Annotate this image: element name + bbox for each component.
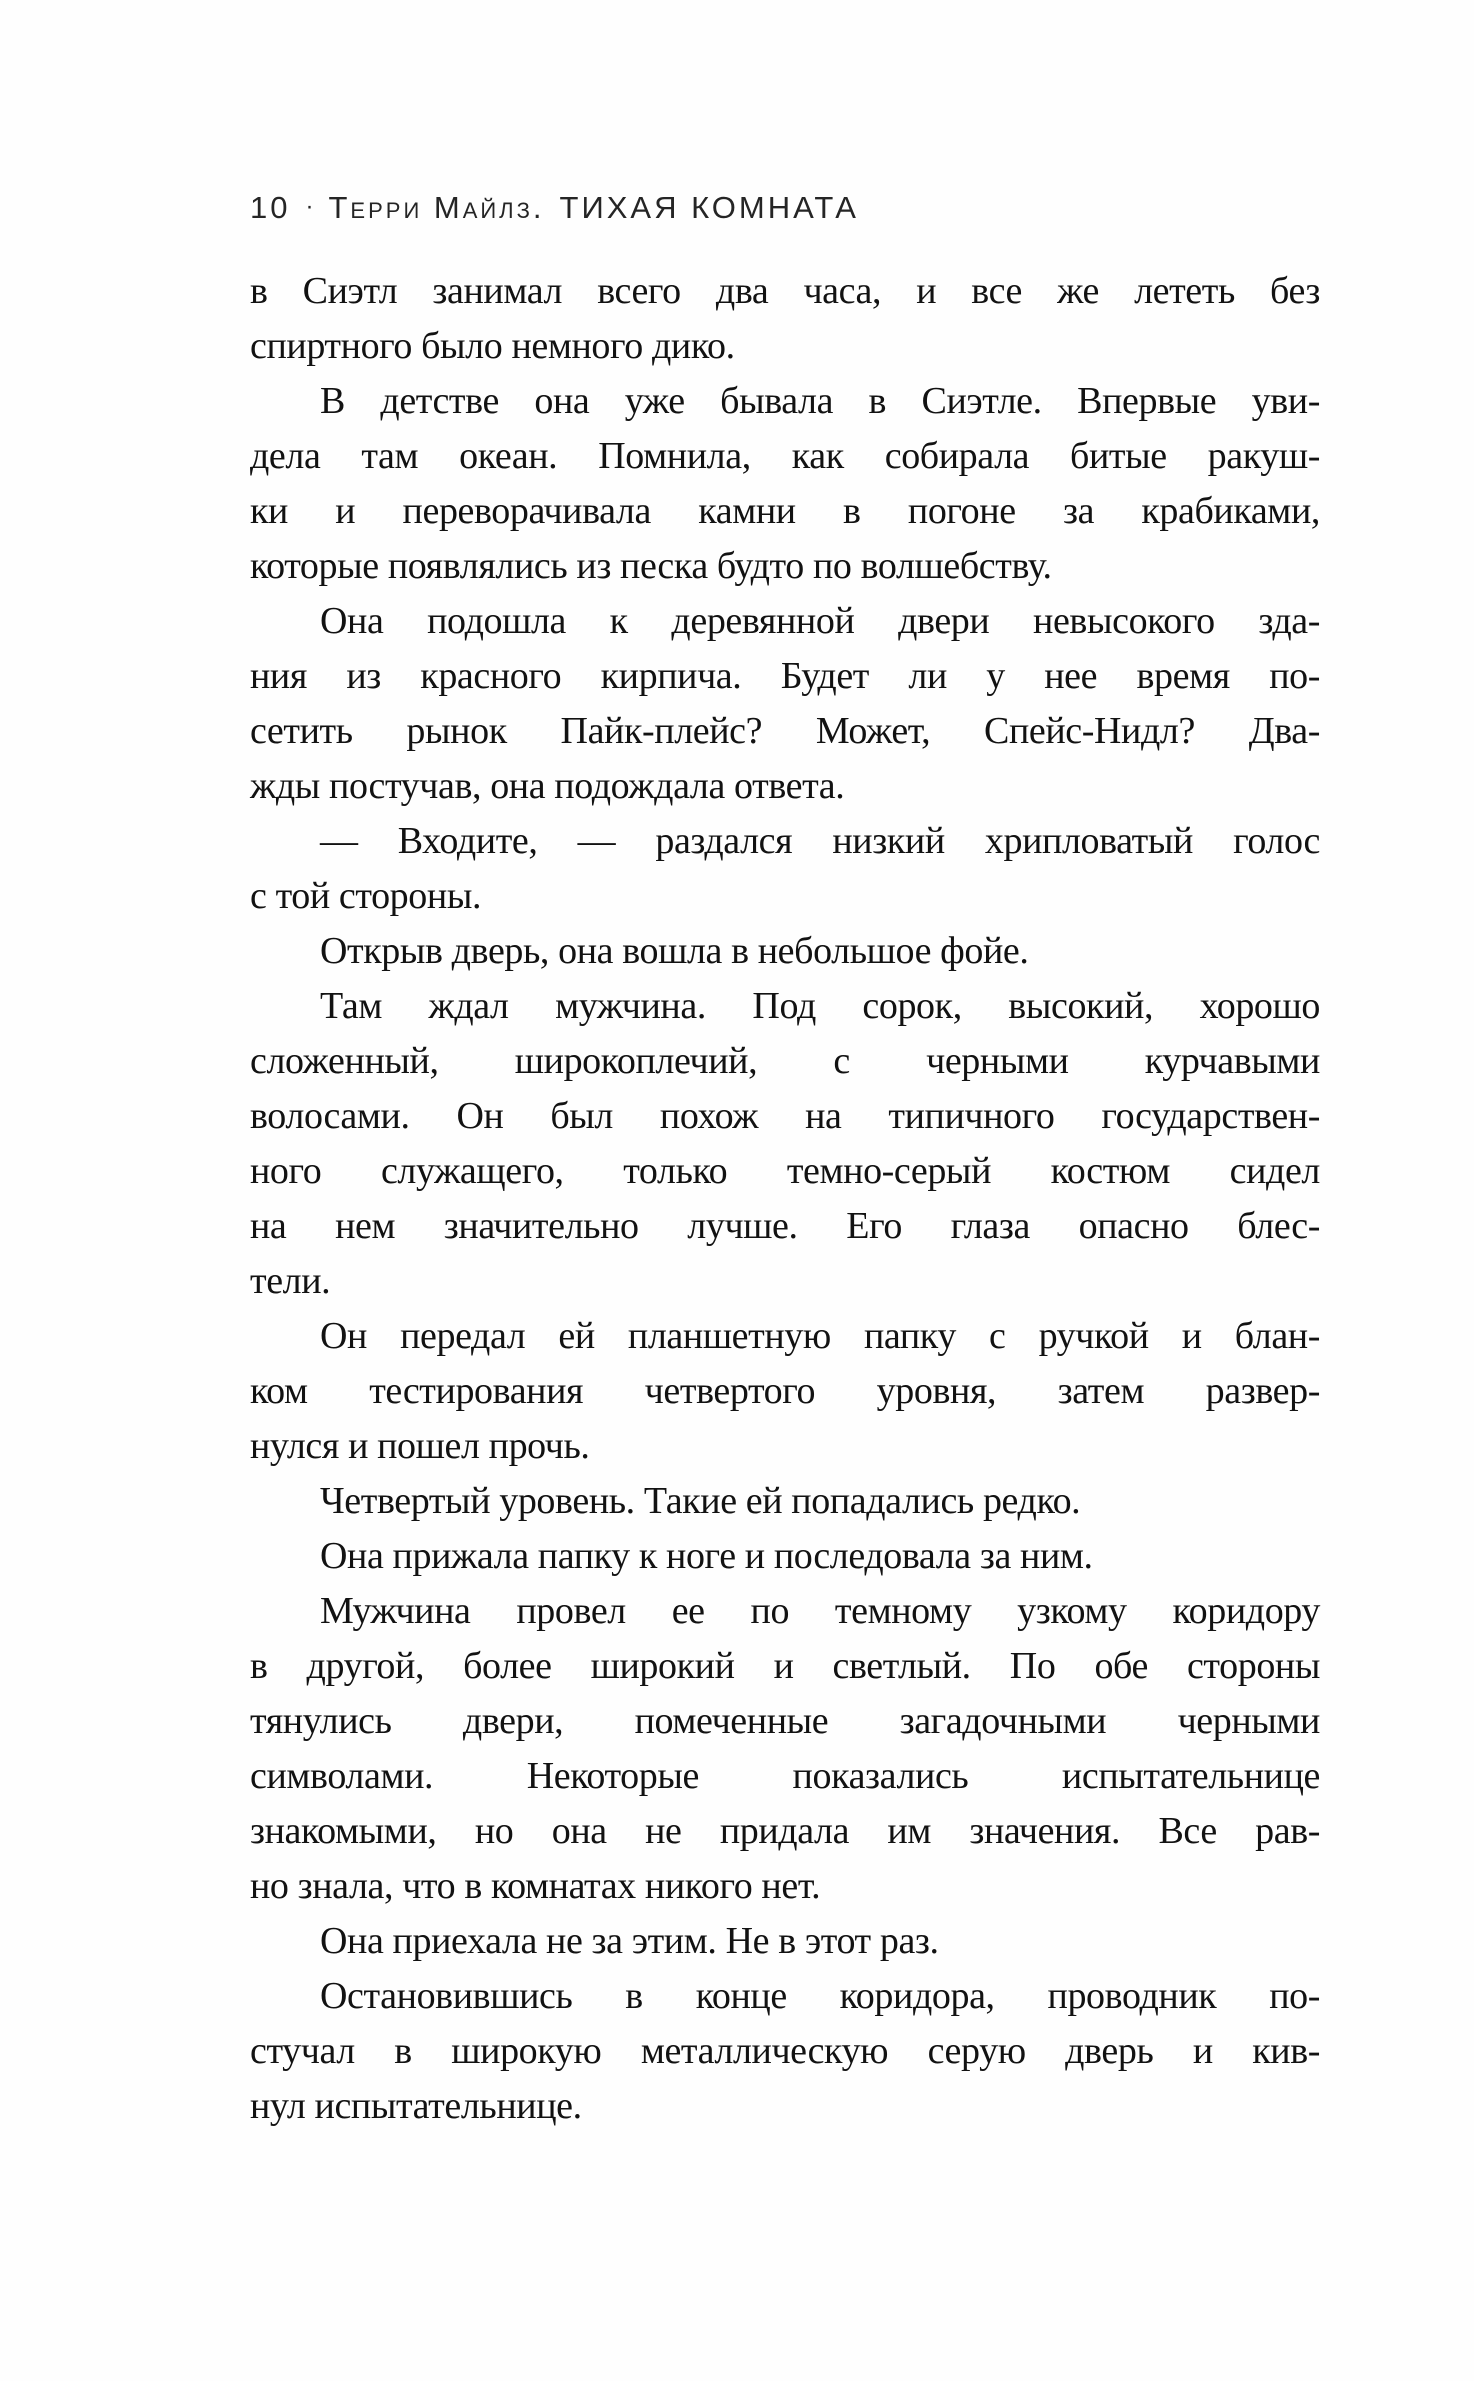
text-line: тели. [250, 1260, 331, 1302]
text-line: сетить рынок Пайк-плейс? Может, Спейс-Нидл? Два- [250, 710, 1320, 752]
text-line: — Входите, — раздался низкий хрипловатый голос [320, 820, 1320, 862]
text-line: Остановившись в конце коридора, проводник по- [320, 1975, 1320, 2017]
text-line: сложенный, широкоплечий, с черными курчавыми [250, 1040, 1320, 1082]
text-line: в другой, более широкий и светлый. По обе стороны [250, 1645, 1320, 1687]
text-line: Она приехала не за этим. Не в этот раз. [320, 1920, 939, 1962]
running-head [250, 190, 859, 226]
text-line: знакомыми, но она не придала им значения. Все рав- [250, 1810, 1320, 1852]
text-line: которые появлялись из песка будто по волшебству. [250, 545, 1052, 587]
text-line: нулся и пошел прочь. [250, 1425, 590, 1467]
text-line: ния из красного кирпича. Будет ли у нее время по- [250, 655, 1320, 697]
text-line: на нем значительно лучше. Его глаза опасно блес- [250, 1205, 1320, 1247]
text-line: ного служащего, только темно-серый костюм сидел [250, 1150, 1320, 1192]
text-line: Там ждал мужчина. Под сорок, высокий, хорошо [320, 985, 1320, 1027]
text-line: нул испытательнице. [250, 2085, 582, 2127]
text-line: символами. Некоторые показались испытательнице [250, 1755, 1320, 1797]
text-line: Он передал ей планшетную папку с ручкой и блан- [320, 1315, 1320, 1357]
text-line: стучал в широкую металлическую серую дверь и кив- [250, 2030, 1320, 2072]
text-line: Она подошла к деревянной двери невысокого зда- [320, 600, 1320, 642]
text-line: спиртного было немного дико. [250, 325, 735, 367]
text-line: Она прижала папку к ноге и последовала за ним. [320, 1535, 1093, 1577]
text-line: тянулись двери, помеченные загадочными черными [250, 1700, 1320, 1742]
text-line: дела там океан. Помнила, как собирала битые ракуш- [250, 435, 1320, 477]
text-line: ком тестирования четвертого уровня, затем развер- [250, 1370, 1320, 1412]
page-number: 10 [250, 190, 291, 225]
text-line: Четвертый уровень. Такие ей попадались редко. [320, 1480, 1081, 1522]
text-line: Мужчина провел ее по темному узкому коридору [320, 1590, 1320, 1632]
separator-dot-icon: · [305, 193, 314, 220]
page-body [250, 264, 1320, 2134]
text-line: Открыв дверь, она вошла в небольшое фойе. [320, 930, 1029, 972]
text-line: В детстве она уже бывала в Сиэтле. Впервые уви- [320, 380, 1320, 422]
text-line: жды постучав, она подождала ответа. [250, 765, 845, 807]
author-name: Терри Майлз. [328, 190, 545, 225]
book-title: ТИХАЯ КОМНАТА [559, 190, 859, 225]
text-line: с той стороны. [250, 875, 482, 917]
text-line: ки и переворачивала камни в погоне за крабиками, [250, 490, 1320, 532]
text-line: но знала, что в комнатах никого нет. [250, 1865, 821, 1907]
text-line: в Сиэтл занимал всего два часа, и все же лететь без [250, 270, 1320, 312]
text-line: волосами. Он был похож на типичного государствен- [250, 1095, 1320, 1137]
